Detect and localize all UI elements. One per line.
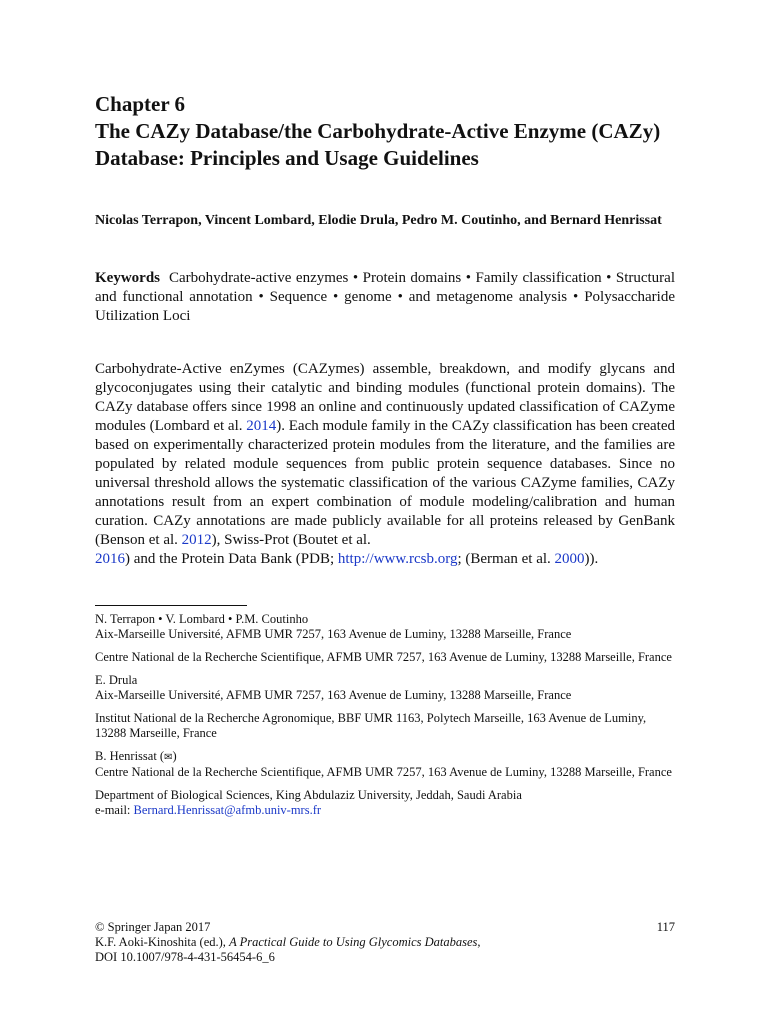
url-link[interactable]: http://www.rcsb.org (337, 551, 458, 567)
abstract-text: )). (584, 551, 599, 567)
citation-link[interactable]: 2014 (246, 418, 277, 434)
affiliation-address: Aix-Marseille Université, AFMB UMR 7257, 163 Avenue de Luminy, 13288 Marseille, France (95, 627, 572, 641)
affiliation-names: N. Terrapon • V. Lombard • P.M. Coutinho (95, 612, 309, 626)
affiliation-block (95, 650, 675, 665)
affiliation-address: Centre National de la Recherche Scientifique, AFMB UMR 7257, 163 Avenue de Luminy, 13288 Marseille, France (95, 765, 672, 779)
abstract-text: ; (Berman et al. (457, 551, 555, 567)
affiliation-address: Department of Biological Sciences, King Abdulaziz University, Jeddah, Saudi Arabia (95, 788, 522, 802)
abstract-paragraph (95, 360, 675, 569)
book-title: A Practical Guide to Using Glycomics Databases (229, 935, 478, 949)
book-citation: K.F. Aoki-Kinoshita (ed.), A Practical Guide to Using Glycomics Databases, (95, 935, 481, 949)
footer-row (95, 920, 675, 935)
citation-link[interactable]: 2012 (181, 532, 212, 548)
affiliation-names: E. Drula (95, 673, 138, 687)
affiliation-address: Centre National de la Recherche Scientifique, AFMB UMR 7257, 163 Avenue de Luminy, 13288 Marseille, France (95, 650, 672, 664)
email-link[interactable]: Bernard.Henrissat@afmb.univ-mrs.fr (133, 803, 322, 817)
abstract-text: Carbohydrate-Active enZymes (CAZymes) assemble, breakdown, and modify glycans and glycoconjugates using their catalytic and binding modules (functional protein domains). The CAZy database offers since 1998 an online and continuously updated classification of CAZyme modules (Lombard et al. (95, 361, 675, 434)
affiliation-block (95, 749, 675, 780)
affiliation-names: B. Henrissat (✉) (95, 749, 177, 763)
affiliation-block (95, 711, 675, 741)
page-body (95, 92, 675, 826)
chapter-title: The CAZy Database/the Carbohydrate-Active Enzyme (CAZy) Database: Principles and Usage Guidelines (95, 119, 661, 170)
chapter-label: Chapter 6 (95, 92, 186, 116)
affiliation-block (95, 673, 675, 703)
footnote-rule (95, 605, 247, 606)
citation-link[interactable]: 2016 (95, 551, 125, 567)
affiliation-block (95, 788, 675, 818)
page-footer (95, 920, 675, 965)
doi: DOI 10.1007/978-4-431-56454-6_6 (95, 950, 275, 964)
citation-link[interactable]: 2000 (554, 551, 585, 567)
affiliation-block (95, 612, 675, 642)
author-list: Nicolas Terrapon, Vincent Lombard, Elodie Drula, Pedro M. Coutinho, and Bernard Henrissat (95, 213, 662, 228)
envelope-icon: ✉ (164, 752, 173, 763)
email-line: e-mail: Bernard.Henrissat@afmb.univ-mrs.fr (95, 803, 322, 817)
affiliation-address: Aix-Marseille Université, AFMB UMR 7257, 163 Avenue de Luminy, 13288 Marseille, France (95, 688, 572, 702)
abstract-text: ). Each module family in the CAZy classification has been created based on experimentally characterized protein modules from the literature, and the families are populated by related module sequences from public protein sequence databases. Since no universal threshold allows the systematic classification of the various CAZyme families, CAZy annotations result from an expert combination of module modeling/calibration and human curation. CAZy annotations are made publicly available for all proteins released by GenBank (Benson et al. (95, 418, 675, 548)
abstract-text: ), Swiss-Prot (Boutet et al. (211, 532, 371, 548)
keywords-text: Carbohydrate-active enzymes • Protein domains • Family classification • Structural and functional annotation • Sequence • genome • and metagenome analysis • Polysaccharide Utilization Loci (95, 270, 676, 324)
abstract-text: ) and the Protein Data Bank (PDB; (125, 551, 338, 567)
affiliations (95, 612, 675, 818)
copyright: © Springer Japan 2017 (95, 920, 211, 934)
affiliation-address: Institut National de la Recherche Agronomique, BBF UMR 1163, Polytech Marseille, 163 Avenue de Luminy, 13288 Marseille, France (95, 711, 647, 740)
page-number: 117 (656, 920, 675, 934)
keywords-paragraph (95, 269, 675, 326)
keywords-label: Keywords (95, 270, 160, 286)
